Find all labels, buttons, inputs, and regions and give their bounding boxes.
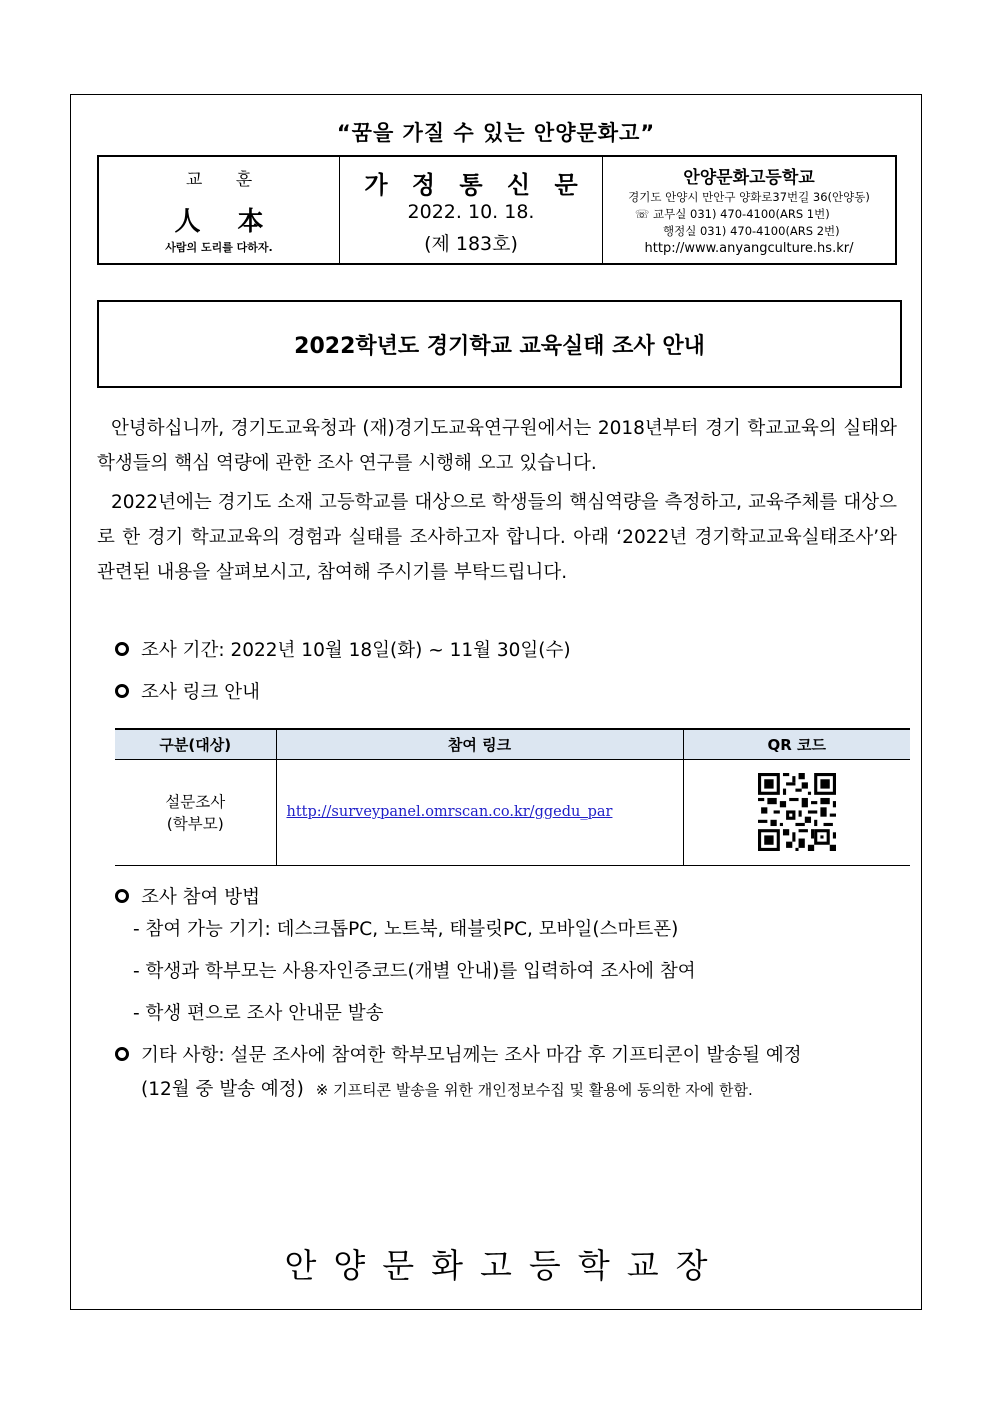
column-header-qr: QR 코드 <box>683 729 910 759</box>
school-address: 경기도 안양시 만안구 양화로37번길 36(안양동) <box>628 190 870 204</box>
target-line2: (학부모) <box>166 815 224 833</box>
intro-paragraph <box>97 411 897 481</box>
circle-bullet-icon <box>115 684 129 698</box>
newsletter-title-cell <box>339 157 602 263</box>
document-title: 2022학년도 경기학교 교육실태 조사 안내 <box>97 300 902 388</box>
list-item: - 참여 가능 기기: 데스크톱PC, 노트북, 태블릿PC, 모바일(스마트폰) <box>133 919 679 940</box>
newsletter-title: 가 정 통 신 문 <box>364 171 586 199</box>
column-header-target: 구분(대상) <box>115 729 276 759</box>
purpose-paragraph <box>97 485 897 590</box>
survey-link-table <box>115 728 910 866</box>
school-website[interactable]: http://www.anyangculture.hs.kr/ <box>644 241 854 256</box>
table-header-row <box>115 729 910 759</box>
etc-note: ※ 기프티콘 발송을 위한 개인정보수집 및 활용에 동의한 자에 한함. <box>315 1081 753 1099</box>
qr-cell <box>683 759 910 865</box>
qr-code-icon[interactable] <box>758 773 836 851</box>
table-row <box>115 759 910 865</box>
newsletter-issue: (제 183호) <box>424 233 518 255</box>
purpose-text: 2022년에는 경기도 소재 고등학교를 대상으로 학생들의 핵심역량을 측정하고, 교육주체를 대상으로 한 경기 학교교육의 경험과 실태를 조사하고자 합니다. 아래 ‘2022년 경기학교교육실태조사’와 관련된 내용을 살펴보시고, 참여해 주시기를 부탁드립니다. <box>97 492 897 583</box>
circle-bullet-icon <box>115 889 129 903</box>
target-cell <box>115 759 276 865</box>
etc-line1: 기타 사항: 설문 조사에 참여한 학부모님께는 조사 마감 후 기프티콘이 발송될 예정 <box>141 1045 802 1066</box>
survey-period <box>115 636 571 662</box>
method-heading-text: 조사 참여 방법 <box>141 887 260 908</box>
phone-office: ☏ 교무실 031) 470-4100(ARS 1번) <box>635 207 830 221</box>
etc-line2-row <box>141 1075 753 1101</box>
document-frame <box>70 94 922 1310</box>
list-item: - 학생과 학부모는 사용자인증코드(개별 안내)를 입력하여 조사에 참여 <box>133 961 696 982</box>
intro-text: 안녕하십니까, 경기도교육청과 (재)경기도교육연구원에서는 2018년부터 경기 학교교육의 실태와 학생들의 핵심 역량에 관한 조사 연구를 시행해 오고 있습니다. <box>97 418 897 474</box>
etc-line2: (12월 중 발송 예정) <box>141 1079 304 1100</box>
precept-sub: 사람의 도리를 다하자. <box>165 241 273 254</box>
target-line1: 설문조사 <box>165 793 226 811</box>
precept-label: 교 훈 <box>185 170 267 190</box>
link-guide-text: 조사 링크 안내 <box>141 682 260 703</box>
method-heading <box>115 883 260 909</box>
phone-admin: 행정실 031) 470-4100(ARS 2번) <box>663 224 840 238</box>
newsletter-date: 2022. 10. 18. <box>407 201 535 223</box>
circle-bullet-icon <box>115 642 129 656</box>
link-guide <box>115 678 260 704</box>
school-motto-banner: “꿈을 가질 수 있는 안양문화고” <box>336 121 656 145</box>
survey-url-link[interactable]: http://surveypanel.omrscan.co.kr/ggedu_par <box>276 759 683 865</box>
list-item: - 학생 편으로 조사 안내문 발송 <box>133 1003 384 1024</box>
school-precept-cell <box>99 157 339 263</box>
newsletter-header <box>97 155 897 265</box>
survey-period-text: 조사 기간: 2022년 10월 18일(화) ~ 11월 30일(수) <box>141 640 571 661</box>
school-info-cell <box>602 157 895 263</box>
column-header-link: 참여 링크 <box>276 729 683 759</box>
circle-bullet-icon <box>115 1047 129 1061</box>
principal-signature: 안양문화고등학교장 <box>284 1246 725 1285</box>
school-name: 안양문화고등학교 <box>683 168 815 188</box>
etc-notice <box>115 1041 802 1067</box>
precept-main: 人 本 <box>174 207 278 237</box>
